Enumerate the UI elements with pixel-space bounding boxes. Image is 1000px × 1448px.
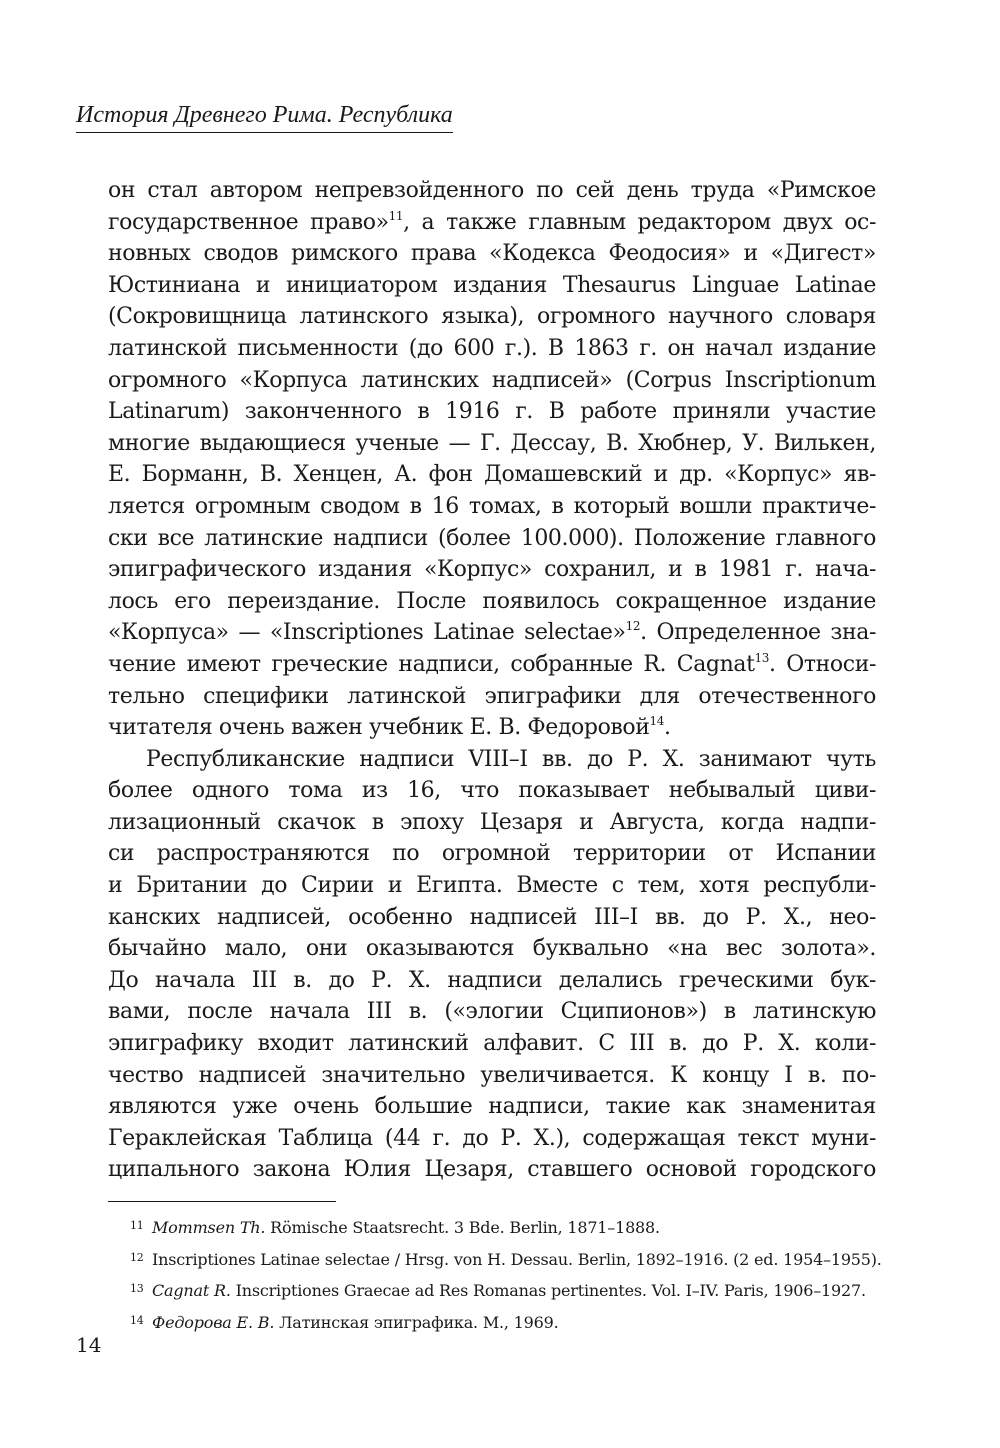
text-line: ципального закона Юлия Цезаря, ставшего основой городского [108, 1157, 876, 1183]
text-line: лизационный скачок в эпоху Цезаря и Августа, когда надпи- [108, 809, 876, 835]
footnotes [130, 1211, 890, 1337]
text-line: чение имеют греческие надписи, собранные R. Cagnat$^{13}$. Относи- [108, 650, 876, 677]
text-line: бычайно мало, они оказываются буквально «на вес золота». [108, 936, 876, 962]
footnote [130, 1243, 890, 1275]
text-line: ляется огромным сводом в 16 томах, в который вошли практиче- [108, 493, 876, 519]
text-line: эпиграфику входит латинский алфавит. С III в. до Р. Х. коли- [108, 1031, 876, 1057]
footnote-divider [108, 1201, 336, 1202]
footnote-number: 13 [130, 1282, 144, 1295]
footnote-text: Латинская эпиграфика. М., 1969. [274, 1312, 559, 1332]
text-line: (Сокровищница латинского языка), огромного научного словаря [108, 304, 876, 330]
footnote-ref: 11 [388, 208, 404, 223]
text-line: эпиграфического издания «Корпус» сохранил, и в 1981 г. нача- [108, 557, 876, 583]
text-line: До начала III в. до Р. Х. надписи делались греческими бук- [108, 967, 876, 993]
text-line: чество надписей значительно увеличивается. К концу I в. по- [108, 1062, 876, 1088]
text-line: лось его переиздание. После появилось сокращенное издание [108, 588, 876, 614]
footnote-author: Федорова Е. В. [152, 1312, 275, 1332]
paragraph [108, 175, 876, 744]
text-line: более одного тома из 16, что показывает небывалый циви- [108, 778, 876, 804]
footnote-ref: 13 [754, 650, 770, 665]
page-number: 14 [76, 1333, 102, 1357]
text-line: ски все латинские надписи (более 100.000). Положение главного [108, 525, 876, 551]
footnote-number: 12 [130, 1250, 144, 1264]
footnote-text: Inscriptiones Graecae ad Res Romanas pertinentes. Vol. I–IV. Paris, 1906–1927. [230, 1281, 866, 1300]
footnote-ref: 14 [649, 714, 664, 729]
text-line: новных сводов римского права «Кодекса Феодосия» и «Дигест» [108, 241, 876, 267]
text-line: государственное право»$^{11}$, а также главным редактором двух ос- [108, 208, 876, 235]
text-line: канских надписей, особенно надписей III–I вв. до Р. Х., нео- [108, 904, 876, 930]
footnote-text: Inscriptiones Latinae selectae / Hrsg. von H. Dessau. Berlin, 1892–1916. (2 ed. 1954–1955). [152, 1249, 882, 1269]
text-line: вами, после начала III в. («элогии Сципионов») в латинскую [108, 999, 876, 1025]
footnote [130, 1306, 890, 1338]
text-line: Latinarum) законченного в 1916 г. В работе приняли участие [108, 399, 876, 425]
footnote-author: Cagnat R. [152, 1281, 231, 1300]
footnote-number: 11 [130, 1219, 144, 1232]
footnote-author: Mommsen Th. [152, 1218, 266, 1237]
text-line: огромного «Корпуса латинских надписей» (Corpus Inscriptionum [108, 367, 876, 393]
footnote [130, 1274, 890, 1306]
text-line: являются уже очень большие надписи, такие как знаменитая [108, 1094, 876, 1120]
text-line: Юстиниана и инициатором издания Thesaurus Linguae Latinae [108, 272, 876, 298]
footnote-text: Römische Staatsrecht. 3 Bde. Berlin, 1871–1888. [265, 1218, 660, 1237]
footnote-ref: 12 [625, 619, 641, 634]
footnote-number: 14 [130, 1313, 144, 1327]
text-line: си распространяются по огромной территории от Испании [108, 841, 876, 867]
text-line: и Британии до Сирии и Египта. Вместе с тем, хотя республи- [108, 873, 876, 899]
body-text [108, 175, 876, 1186]
text-line: латинской письменности (до 600 г.). В 1863 г. он начал издание [108, 335, 876, 361]
running-head: История Древнего Рима. Республика [76, 100, 453, 133]
text-line: читателя очень важен учебник Е. В. Федоровой$^{14}$. [108, 714, 671, 741]
text-line: Республиканские надписи VIII–I вв. до Р. Х. занимают чуть [146, 746, 876, 772]
text-line: он стал автором непревзойденного по сей день труда «Римское [108, 178, 876, 203]
text-line: Гераклейская Таблица (44 г. до Р. Х.), содержащая текст муни- [108, 1125, 876, 1151]
footnote [130, 1211, 890, 1243]
paragraph [108, 744, 876, 1186]
text-line: Е. Борманн, В. Хенцен, А. фон Домашевский и др. «Корпус» яв- [108, 462, 876, 488]
text-line: тельно специфики латинской эпиграфики для отечественного [108, 683, 876, 709]
text-line: «Корпуса» — «Inscriptiones Latinae selectae»$^{12}$. Определенное зна- [108, 619, 876, 646]
text-line: многие выдающиеся ученые — Г. Дессау, В. Хюбнер, У. Вилькен, [108, 430, 876, 456]
